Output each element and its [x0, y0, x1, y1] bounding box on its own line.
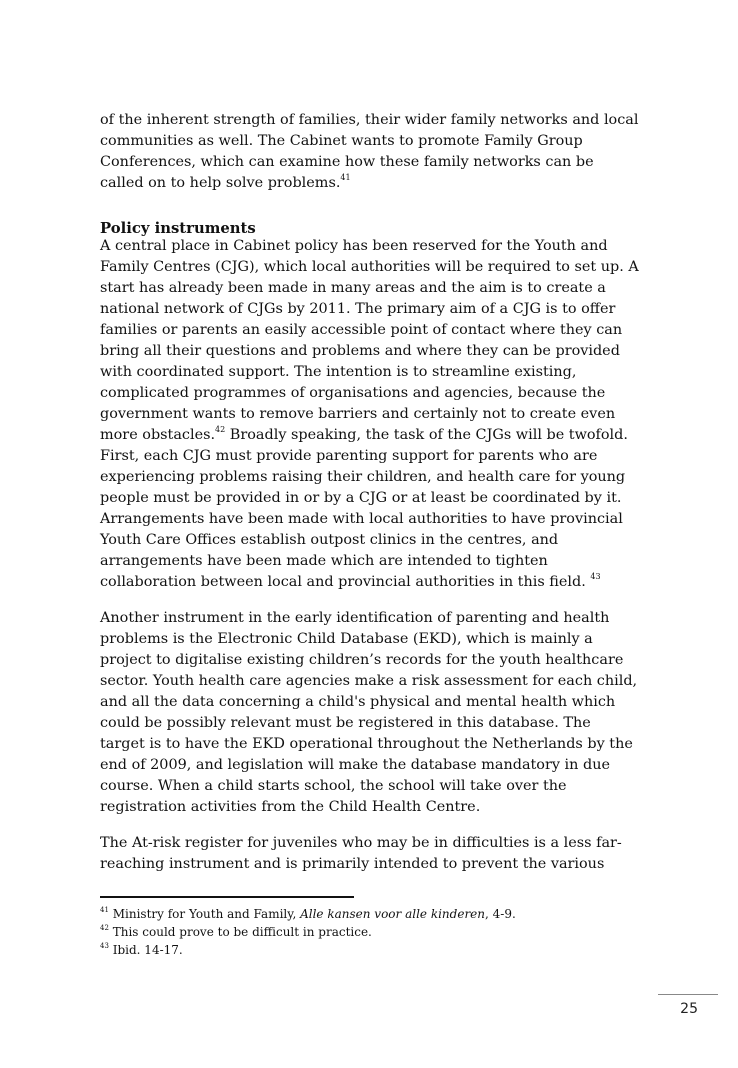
- section-heading-policy-instruments: Policy instruments: [100, 220, 256, 237]
- footnotes: [100, 905, 640, 959]
- footnote-reference-42: 42: [215, 425, 226, 435]
- paragraph-electronic-child-database: Another instrument in the early identification of parenting and health problems is the Electronic Child Database (EKD), which is mainly a project to digitalise existing children’s records for the youth healthcare sector. Youth health care agencies make a risk assessment for each child, and all the data concerning a child's physical and mental health which could be possibly relevant must be registered in this database. The target is to have the EKD operational throughout the Netherlands by the end of 2009, and legislation will make the database mandatory in due course. When a child starts school, the school will take over the registration activities from the Child Health Centre.: [100, 610, 638, 815]
- footnote-number: 42: [100, 924, 109, 932]
- footnote-reference-41: 41: [340, 173, 351, 183]
- footnote-separator: [100, 896, 354, 898]
- footnote-text: Ministry for Youth and Family,: [108, 907, 301, 921]
- page-number: 25: [680, 1001, 698, 1017]
- footnote-text: This could prove to be difficult in practice.: [108, 925, 372, 939]
- footnote-41: [100, 905, 640, 923]
- footnote-number: 41: [100, 906, 109, 914]
- paragraph-at-risk-register: The At-risk register for juveniles who may be in difficulties is a less far-reaching instrument and is primarily intended to prevent the various: [100, 835, 622, 872]
- footnote-number: 43: [100, 942, 109, 950]
- paragraph-text: of the inherent strength of families, their wider family networks and local communities as well. The Cabinet wants to promote Family Group Conferences, which can examine how these family networks can be called on to help solve problems.: [100, 112, 639, 191]
- paragraph-text: A central place in Cabinet policy has been reserved for the Youth and Family Centres (CJG), which local authorities will be required to set up. A start has already been made in many areas and the aim is to create a national network of CJGs by 2011. The primary aim of a CJG is to offer families or parents an easily accessible point of contact where they can bring all their questions and problems and where they can be provided with coordinated support. The intention is to streamline existing, complicated programmes of organisations and agencies, because the government wants to remove barriers and certainly not to create even more obstacles.: [100, 238, 639, 443]
- footnote-43: [100, 941, 640, 959]
- page-number-rule: [658, 994, 718, 995]
- paragraph-youth-family-centres: [100, 236, 640, 593]
- footnote-text: Ibid. 14-17.: [108, 943, 183, 957]
- footnote-42: [100, 923, 640, 941]
- paragraph-text: Broadly speaking, the task of the CJGs will be twofold. First, each CJG must provide parenting support for parents who are experiencing problems raising their children, and health care for young people must be provided in or by a CJG or at least be coordinated by it. Arrangements have been made with local authorities to have provincial Youth Care Offices establish outpost clinics in the centres, and arrangements have been made which are intended to tighten collaboration between local and provincial authorities in this field.: [100, 427, 628, 590]
- footnote-text: , 4-9.: [485, 907, 516, 921]
- footnote-title-italic: Alle kansen voor alle kinderen: [300, 907, 486, 921]
- paragraph-family-networks: [100, 110, 640, 194]
- footnote-reference-43: 43: [590, 572, 601, 582]
